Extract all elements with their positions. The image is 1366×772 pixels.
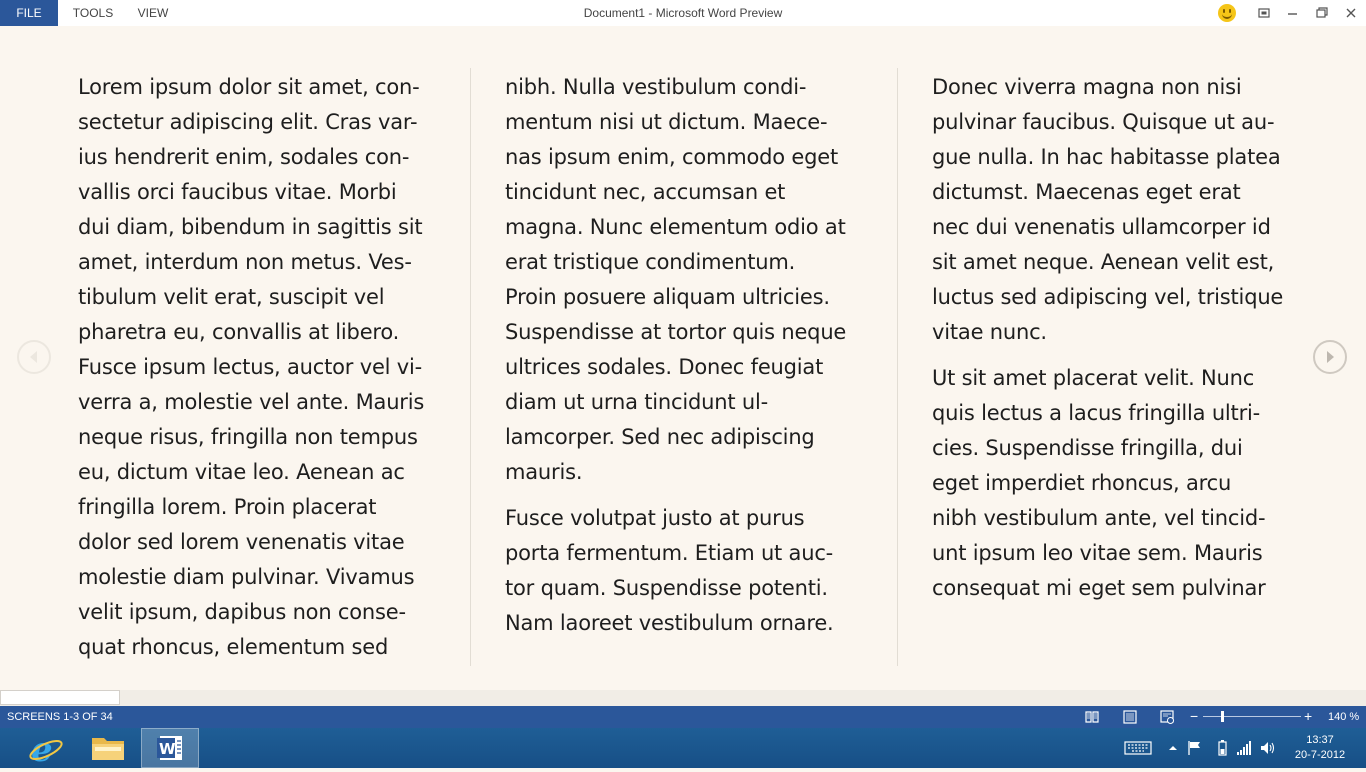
web-layout-icon[interactable] [1159,709,1175,725]
column-divider [897,68,898,666]
text-column-3 [932,70,1302,617]
text-line: erat tristique condimentum. [505,250,796,274]
zoom-level[interactable]: 140 % [1328,711,1360,723]
text-line: Fusce volutpat justo at purus [505,506,805,530]
text-line: Nam laoreet vestibulum ornare. [505,611,834,635]
text-line: unt ipsum leo vitae sem. Mauris [932,541,1263,565]
text-line: quis lectus a lacus fringilla ultri- [932,401,1261,425]
text-line: Lorem ipsum dolor sit amet, con- [78,75,420,99]
text-line: tincidunt nec, accumsan et [505,180,786,204]
smiley-icon[interactable] [1218,4,1236,22]
text-line: velit ipsum, dapibus non conse- [78,600,406,624]
text-line: mauris. [505,460,583,484]
text-line: dolor sed lorem venenatis vitae [78,530,405,554]
svg-text:W: W [159,740,176,758]
text-line: sit amet neque. Aenean velit est, [932,250,1275,274]
text-line: vallis orci faucibus vitae. Morbi [78,180,397,204]
text-line: nec dui venenatis ullamcorper id [932,215,1271,239]
text-line: Ut sit amet placerat velit. Nunc [932,366,1255,390]
text-line: luctus sed adipiscing vel, tristique [932,285,1284,309]
clock-date: 20-7-2012 [1294,749,1346,761]
keyboard-icon[interactable] [1124,740,1152,756]
print-layout-icon[interactable] [1122,709,1138,725]
previous-screen-button[interactable] [17,340,51,374]
paragraph [505,70,875,490]
show-hidden-icons-icon[interactable] [1164,740,1182,756]
text-line: sectetur adipiscing elit. Cras var- [78,110,418,134]
window-title-bar [0,0,1366,26]
full-screen-icon[interactable] [1254,3,1274,23]
text-column-1 [78,70,448,676]
tab-view[interactable]: VIEW [137,6,169,20]
text-line: nibh. Nulla vestibulum condi- [505,75,807,99]
text-line: fringilla lorem. Proin placerat [78,495,377,519]
zoom-in-button[interactable]: + [1304,708,1313,724]
text-line: eu, dictum vitae leo. Aenean ac [78,460,405,484]
text-line: ultrices sodales. Donec feugiat [505,355,824,379]
text-line: vitae nunc. [932,320,1047,344]
text-line: lamcorper. Sed nec adipiscing [505,425,815,449]
taskbar [0,728,1366,768]
text-line: pharetra eu, convallis at libero. [78,320,400,344]
flag-icon[interactable] [1186,740,1204,756]
text-line: mentum nisi ut dictum. Maece- [505,110,828,134]
status-bar [0,706,1366,728]
column-divider [470,68,471,666]
text-line: gue nulla. In hac habitasse platea [932,145,1281,169]
screens-counter: SCREENS 1-3 OF 34 [7,711,113,723]
text-line: cies. Suspendisse fringilla, dui [932,436,1243,460]
text-line: quat rhoncus, elementum sed [78,635,389,659]
zoom-slider-thumb[interactable] [1221,711,1224,722]
text-column-2 [505,70,875,652]
svg-text:e: e [31,730,53,768]
scrollbar-thumb[interactable] [0,690,120,705]
chevron-right-icon [1315,342,1345,372]
paragraph [78,70,448,665]
read-mode-icon[interactable] [1084,709,1100,725]
zoom-slider[interactable] [1203,716,1301,717]
text-line: Proin posuere aliquam ultricies. [505,285,830,309]
text-line: neque risus, fringilla non tempus [78,425,418,449]
text-line: amet, interdum non metus. Ves- [78,250,412,274]
text-line: consequat mi eget sem pulvinar [932,576,1266,600]
text-line: molestie diam pulvinar. Vivamus [78,565,415,589]
text-line: magna. Nunc elementum odio at [505,215,846,239]
text-line: ius hendrerit enim, sodales con- [78,145,410,169]
document-reading-area[interactable] [0,26,1366,690]
paragraph [932,361,1302,606]
text-line: eget imperdiet rhoncus, arcu [932,471,1232,495]
horizontal-scrollbar[interactable] [0,690,1366,706]
text-line: pulvinar faucibus. Quisque ut au- [932,110,1275,134]
network-icon[interactable] [1235,740,1253,756]
text-line: dui diam, bibendum in sagittis sit [78,215,423,239]
paragraph [505,501,875,641]
word-icon[interactable] [141,728,199,768]
battery-icon[interactable] [1213,740,1231,756]
text-line: Fusce ipsum lectus, auctor vel vi- [78,355,423,379]
text-line: tibulum velit erat, suscipit vel [78,285,385,309]
text-line: diam ut urna tincidunt ul- [505,390,768,414]
minimize-icon[interactable] [1283,3,1303,23]
text-line: Donec viverra magna non nisi [932,75,1242,99]
next-screen-button[interactable] [1313,340,1347,374]
text-line: Suspendisse at tortor quis neque [505,320,847,344]
chevron-left-icon [19,342,49,372]
text-line: nibh vestibulum ante, vel tincid- [932,506,1266,530]
tab-file[interactable]: FILE [0,0,58,26]
close-icon[interactable] [1341,3,1361,23]
window-title: Document1 - Microsoft Word Preview [583,6,783,20]
restore-icon[interactable] [1312,3,1332,23]
file-explorer-icon[interactable] [79,728,137,768]
text-line: porta fermentum. Etiam ut auc- [505,541,834,565]
internet-explorer-icon[interactable] [17,728,75,768]
text-line: verra a, molestie vel ante. Mauris [78,390,425,414]
zoom-out-button[interactable]: − [1190,708,1199,724]
paragraph [932,70,1302,350]
clock-time: 13:37 [1306,734,1334,746]
tab-tools[interactable]: TOOLS [72,6,114,20]
system-clock[interactable] [1288,733,1352,763]
volume-icon[interactable] [1259,740,1277,756]
text-line: tor quam. Suspendisse potenti. [505,576,828,600]
text-line: dictumst. Maecenas eget erat [932,180,1241,204]
text-line: nas ipsum enim, commodo eget [505,145,839,169]
title-bar [0,0,1366,26]
